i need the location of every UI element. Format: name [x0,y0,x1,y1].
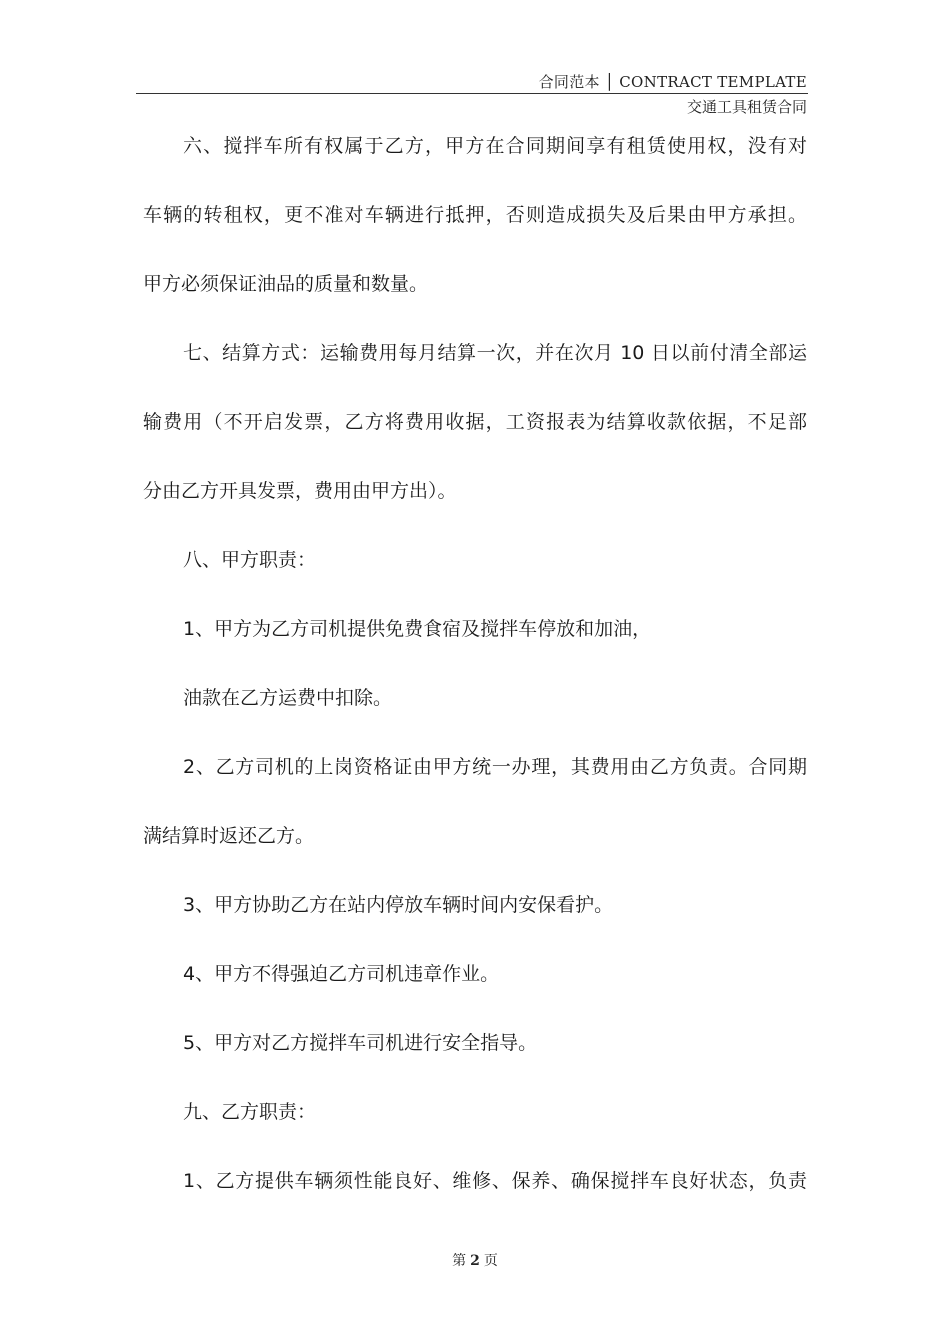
section-heading: 八、甲方职责： [183,549,317,571]
paragraph-line: 输费用（不开启发票，乙方将费用收据，工资报表为结算收款依据，不足部 [143,411,807,433]
paragraph-line: 油款在乙方运费中扣除。 [183,687,393,709]
document-body [143,112,807,1216]
paragraph-line: 3、甲方协助乙方在站内停放车辆时间内安保看护。 [183,894,614,916]
header-brand: 合同范本 │ CONTRACT TEMPLATE [538,73,807,91]
section-heading: 九、乙方职责： [183,1101,317,1123]
paragraph-line: 七、结算方式：运输费用每月结算一次，并在次月 10 日以前付清全部运 [183,342,807,364]
paragraph-line: 2、乙方司机的上岗资格证由甲方统一办理，其费用由乙方负责。合同期 [183,756,807,778]
header-divider [136,93,808,94]
paragraph-line: 4、甲方不得强迫乙方司机违章作业。 [183,963,500,985]
paragraph-line: 1、甲方为乙方司机提供免费食宿及搅拌车停放和加油， [183,618,652,640]
paragraph-line: 1、乙方提供车辆须性能良好、维修、保养、确保搅拌车良好状态，负责 [183,1170,807,1192]
paragraph-line: 甲方必须保证油品的质量和数量。 [143,273,429,295]
document-title: 交通工具租赁合同 [686,98,807,116]
paragraph-line: 车辆的转租权，更不准对车辆进行抵押，否则造成损失及后果由甲方承担。 [143,204,807,226]
paragraph-line: 六、搅拌车所有权属于乙方，甲方在合同期间享有租赁使用权，没有对 [183,135,807,157]
page-number-prefix: 第 [452,1253,467,1269]
paragraph-line: 5、甲方对乙方搅拌车司机进行安全指导。 [183,1032,538,1054]
paragraph-line: 分由乙方开具发票，费用由甲方出）。 [143,480,457,502]
page-footer [0,1250,950,1270]
paragraph-line: 满结算时返还乙方。 [143,825,315,847]
page-number-suffix: 页 [483,1253,498,1269]
page-number: 2 [470,1253,480,1269]
